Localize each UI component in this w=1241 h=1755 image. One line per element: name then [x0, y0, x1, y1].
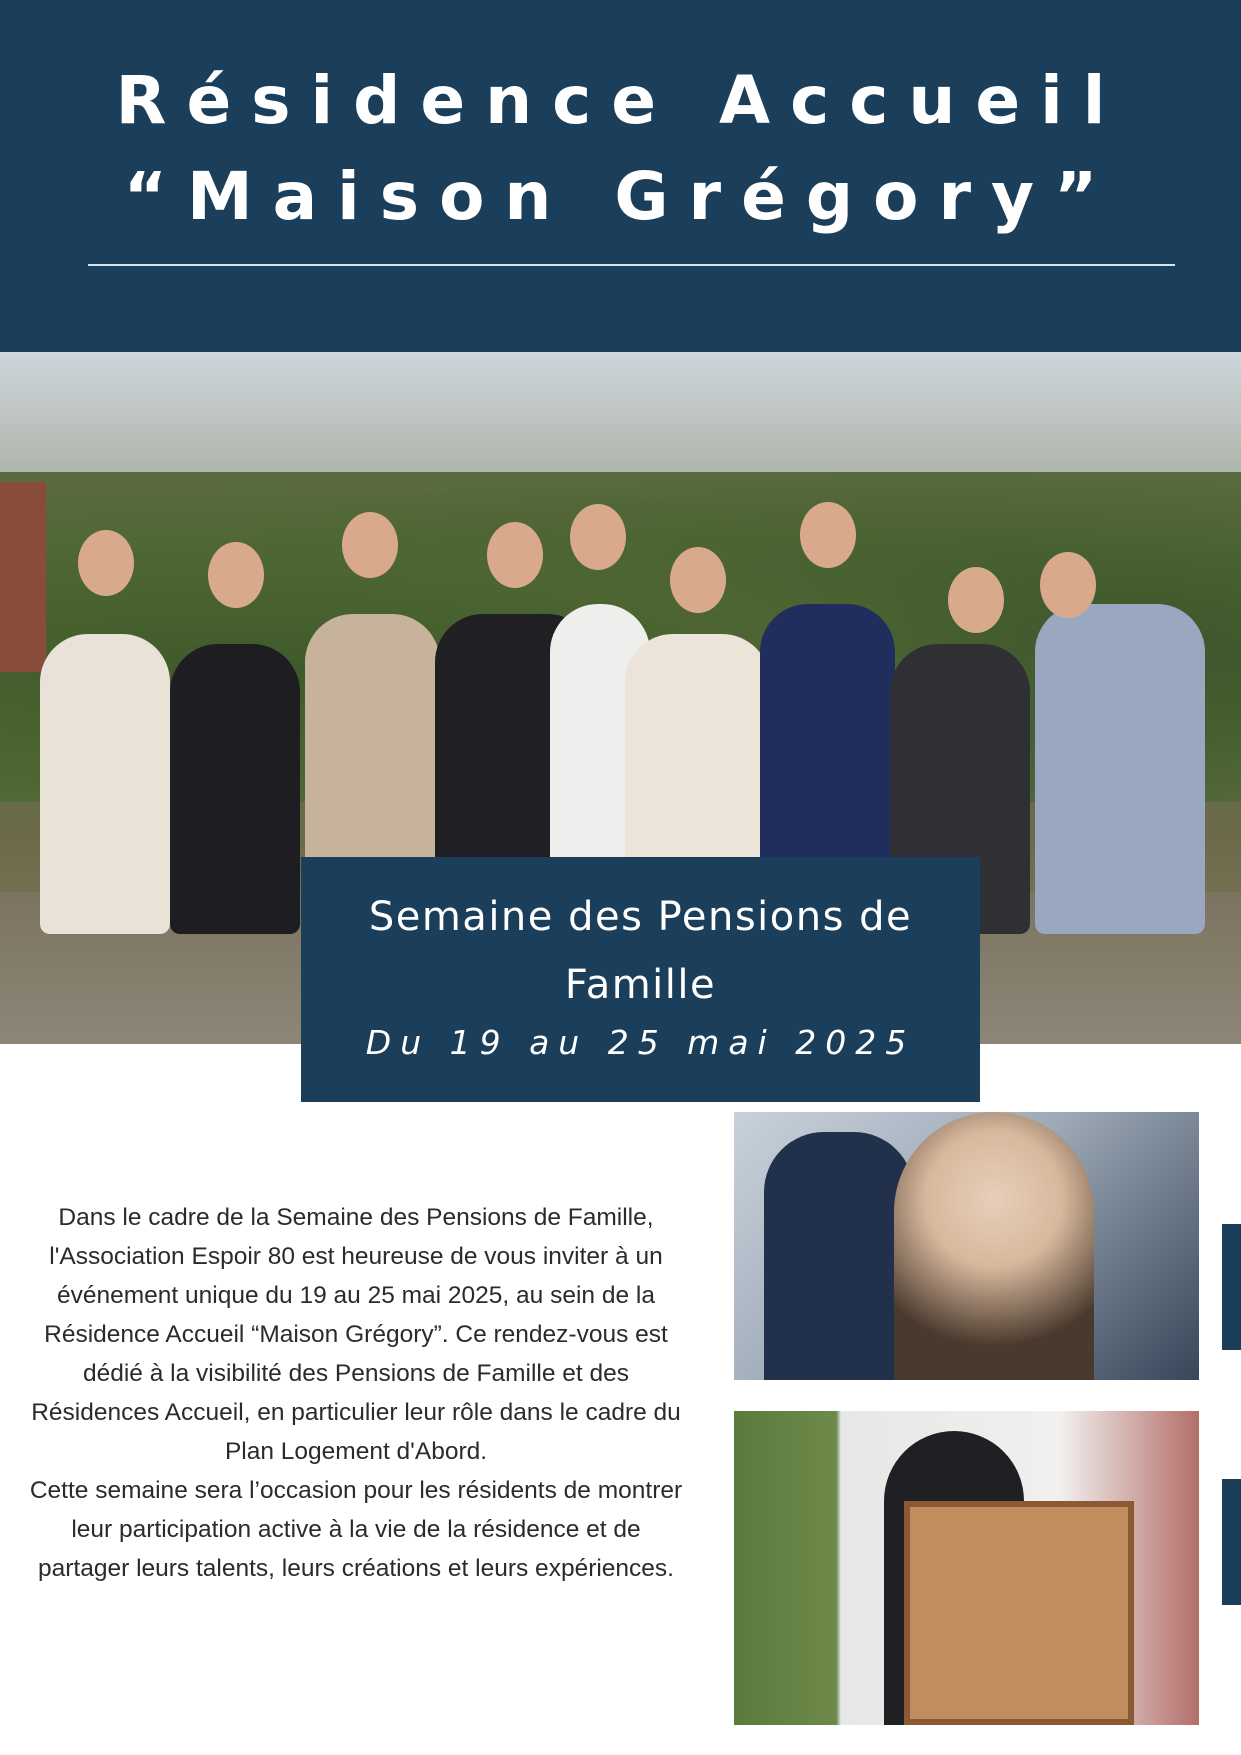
photo-3-craft-box — [904, 1501, 1134, 1725]
side-tab-1 — [1222, 1224, 1241, 1350]
photo-brick-wall — [0, 482, 46, 672]
event-title-box — [301, 857, 980, 1102]
invitation-text — [26, 1198, 686, 1588]
title-line-2: “Maison Grégory” — [123, 158, 1118, 235]
person-9 — [1035, 604, 1205, 934]
invitation-paragraph-2: Cette semaine sera l’occasion pour les résidents de montrer leur participation active à la vie de la résidence et de partager leurs talents, leurs créations et leurs expériences. — [29, 1477, 683, 1582]
title-line-1: Résidence Accueil — [115, 62, 1126, 139]
event-dates: Du 19 au 25 mai 2025 — [365, 1023, 916, 1062]
invitation-paragraph-1: Dans le cadre de la Semaine des Pensions de Famille, l'Association Espoir 80 est heureuse de vous inviter à un événement unique du 19 au 25 mai 2025, au sein de la Résidence Accueil “Maison Grégory”. Ce rendez-vous est dédié à la visibilité des Pensions de Famille et des Résidences Accueil, en particulier leur rôle dans le cadre du Plan Logement d'Abord. — [31, 1204, 681, 1465]
photo-2-person-right — [894, 1112, 1094, 1380]
person-8-head — [948, 567, 1004, 633]
person-5-head — [570, 504, 626, 570]
person-9-head — [1040, 552, 1096, 618]
person-1 — [40, 634, 170, 934]
person-6-head — [670, 547, 726, 613]
person-7-head — [800, 502, 856, 568]
photo-2-person-left — [764, 1132, 914, 1380]
portrait-photo — [734, 1112, 1199, 1380]
craft-photo — [734, 1411, 1199, 1725]
person-2-head — [208, 542, 264, 608]
person-3-head — [342, 512, 398, 578]
event-title: Semaine des Pensions de Famille — [368, 894, 913, 1008]
title-divider — [88, 264, 1175, 266]
person-1-head — [78, 530, 134, 596]
person-4-head — [487, 522, 543, 588]
header-banner — [0, 0, 1241, 352]
person-2 — [170, 644, 300, 934]
side-tab-2 — [1222, 1479, 1241, 1605]
